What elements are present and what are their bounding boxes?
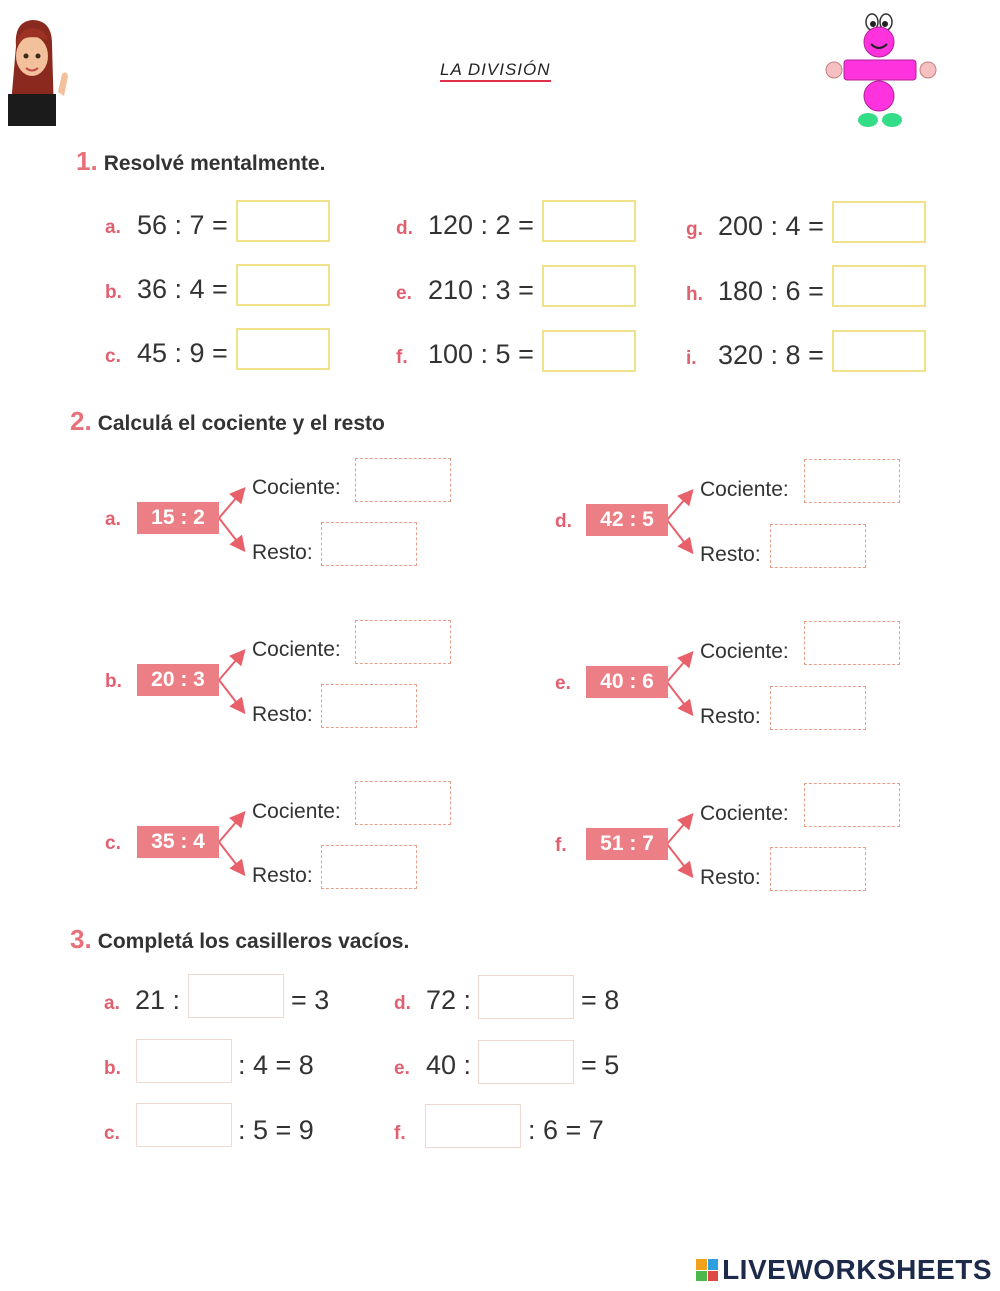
s3-e-right: = 5	[581, 1050, 620, 1080]
s1-a-expr: 56 : 7 =	[137, 210, 228, 240]
section-2-number: 2.	[70, 406, 92, 436]
s1-f-expr: 100 : 5 =	[428, 339, 534, 369]
s2-c-resto-box[interactable]	[321, 845, 417, 889]
s3-a-right: = 3	[291, 985, 330, 1015]
s3-f-label: f.	[394, 1123, 406, 1144]
s2-b-division: 20 : 3	[137, 664, 219, 696]
section-1-title: Resolvé mentalmente.	[103, 152, 326, 175]
s3-b-label: b.	[104, 1058, 121, 1079]
s2-e-division: 40 : 6	[586, 666, 668, 698]
s2-b-cociente-label: Cociente:	[252, 638, 341, 661]
s2-f-label: f.	[555, 835, 567, 856]
s2-a-resto-label: Resto:	[252, 541, 313, 564]
s3-f-answer-box[interactable]	[425, 1104, 521, 1148]
s3-a-label: a.	[104, 993, 120, 1014]
s2-d-division: 42 : 5	[586, 504, 668, 536]
s1-a-label: a.	[105, 217, 121, 238]
s1-d-label: d.	[396, 218, 413, 239]
s3-b-right: : 4 = 8	[238, 1050, 314, 1080]
s2-f-cociente-label: Cociente:	[700, 802, 789, 825]
s3-d-left: 72 :	[426, 985, 472, 1015]
page-title: LA DIVISIÓN	[440, 60, 551, 82]
s1-g-label: g.	[686, 219, 703, 240]
s3-c-label: c.	[104, 1123, 120, 1144]
s2-b-resto-label: Resto:	[252, 703, 313, 726]
s3-b-answer-box[interactable]	[136, 1039, 232, 1083]
s2-b-cociente-box[interactable]	[355, 620, 451, 664]
section-3-heading	[70, 924, 409, 955]
s2-e-resto-box[interactable]	[770, 686, 866, 730]
liveworksheets-brand	[696, 1254, 992, 1286]
s2-a-cociente-box[interactable]	[355, 458, 451, 502]
s2-f-division: 51 : 7	[586, 828, 668, 860]
s2-a-resto-box[interactable]	[321, 522, 417, 566]
s1-f-label: f.	[396, 347, 408, 368]
s2-d-cociente-box[interactable]	[804, 459, 900, 503]
s3-c-answer-box[interactable]	[136, 1103, 232, 1147]
s3-e-left: 40 :	[426, 1050, 472, 1080]
s3-f-right: : 6 = 7	[528, 1115, 604, 1145]
s2-d-cociente-label: Cociente:	[700, 478, 789, 501]
s2-a-cociente-label: Cociente:	[252, 476, 341, 499]
s2-d-resto-box[interactable]	[770, 524, 866, 568]
s2-c-label: c.	[105, 833, 121, 854]
s2-c-resto-label: Resto:	[252, 864, 313, 887]
s3-d-label: d.	[394, 993, 411, 1014]
s3-d-right: = 8	[581, 985, 620, 1015]
s3-a-answer-box[interactable]	[188, 974, 284, 1018]
s2-e-cociente-label: Cociente:	[700, 640, 789, 663]
section-3-title: Completá los casilleros vacíos.	[97, 930, 410, 953]
liveworksheets-logo-icon	[696, 1259, 718, 1281]
s1-g-expr: 200 : 4 =	[718, 211, 824, 241]
s1-c-label: c.	[105, 346, 121, 367]
s2-c-cociente-box[interactable]	[355, 781, 451, 825]
s1-b-expr: 36 : 4 =	[137, 274, 228, 304]
s3-d-answer-box[interactable]	[478, 975, 574, 1019]
s2-f-resto-label: Resto:	[700, 866, 761, 889]
s2-b-resto-box[interactable]	[321, 684, 417, 728]
s1-b-label: b.	[105, 282, 122, 303]
s2-f-cociente-box[interactable]	[804, 783, 900, 827]
s3-a-left: 21 :	[135, 985, 181, 1015]
liveworksheets-text: LIVEWORKSHEETS	[722, 1254, 992, 1285]
s2-d-label: d.	[555, 511, 572, 532]
section-3-number: 3.	[70, 924, 92, 954]
s3-e-answer-box[interactable]	[478, 1040, 574, 1084]
s2-e-cociente-box[interactable]	[804, 621, 900, 665]
s2-a-division: 15 : 2	[137, 502, 219, 534]
s2-a-label: a.	[105, 509, 121, 530]
s2-c-cociente-label: Cociente:	[252, 800, 341, 823]
s1-h-label: h.	[686, 284, 703, 305]
s2-e-label: e.	[555, 673, 571, 694]
s3-e-label: e.	[394, 1058, 410, 1079]
s2-e-resto-label: Resto:	[700, 705, 761, 728]
s1-d-expr: 120 : 2 =	[428, 210, 534, 240]
section-2-title: Calculá el cociente y el resto	[97, 412, 385, 435]
s2-c-division: 35 : 4	[137, 826, 219, 858]
s1-c-expr: 45 : 9 =	[137, 338, 228, 368]
s3-c-right: : 5 = 9	[238, 1115, 314, 1145]
s1-i-expr: 320 : 8 =	[718, 340, 824, 370]
s1-h-expr: 180 : 6 =	[718, 276, 824, 306]
s1-e-expr: 210 : 3 =	[428, 275, 534, 305]
s2-f-resto-box[interactable]	[770, 847, 866, 891]
s2-d-resto-label: Resto:	[700, 543, 761, 566]
s1-e-label: e.	[396, 283, 412, 304]
s2-b-label: b.	[105, 671, 122, 692]
s1-i-label: i.	[686, 348, 697, 369]
section-1-number: 1.	[76, 146, 98, 176]
